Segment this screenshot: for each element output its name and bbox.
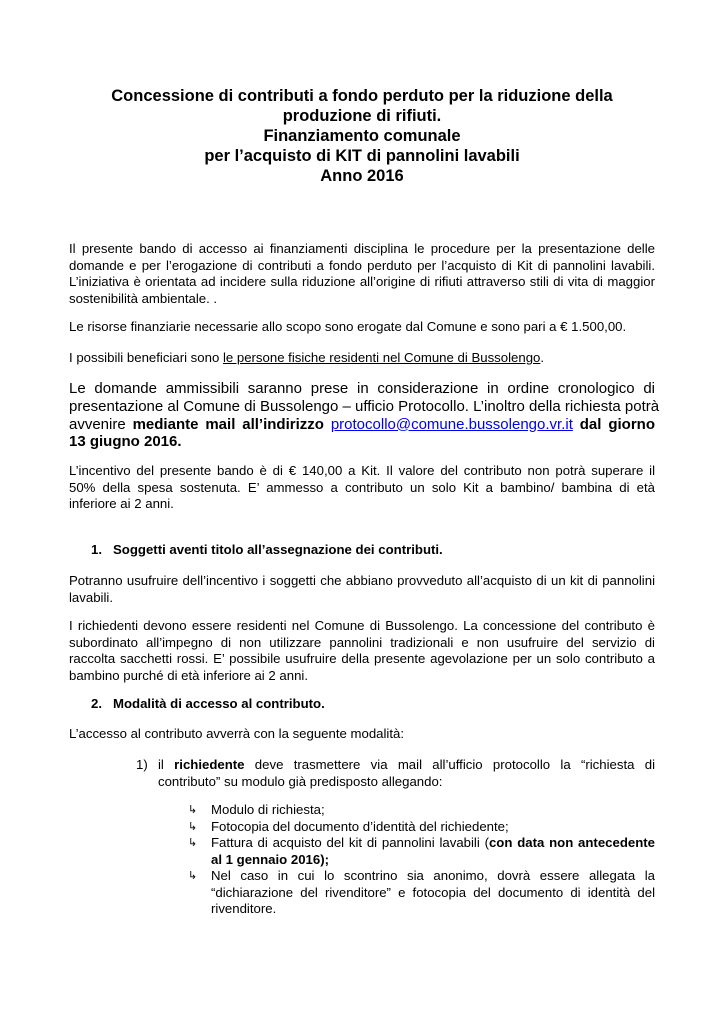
beneficiari-suffix: . <box>540 350 545 365</box>
step-1-line-1 <box>158 757 655 774</box>
incentivo-line-3: inferiore ai 2 anni. <box>69 496 174 511</box>
bullet-3-line-2: al 1 gennaio 2016); <box>211 851 329 867</box>
section-2-intro: L’accesso al contributo avverrà con la seguente modalità: <box>69 726 405 741</box>
section-2-title: Modalità di accesso al contributo. <box>113 696 325 711</box>
domande-line-4: 13 giugno 2016. <box>69 433 182 451</box>
section-1-paragraph-1 <box>69 573 655 606</box>
step-1 <box>136 757 655 791</box>
step-1-bold: richiedente <box>174 757 245 772</box>
beneficiari-underlined: le persone fisiche residenti nel Comune di Bussolengo <box>222 350 541 365</box>
section-1-heading <box>91 542 443 559</box>
bullet-2-text: Fotocopia del documento d’identità del richiedente; <box>211 818 509 834</box>
email-link[interactable]: protocollo@comune.bussolengo.vr.it <box>330 415 573 433</box>
list-item <box>188 868 655 918</box>
domande-l3-suffix: dal giorno <box>572 415 655 433</box>
incentivo-paragraph <box>69 463 655 513</box>
step-1-rest: deve trasmettere via mail all’ufficio protocollo la “richiesta di <box>244 757 655 772</box>
section-1-title: Soggetti aventi titolo all’assegnazione dei contributi. <box>113 542 443 557</box>
step-1-prefix: il <box>158 757 175 772</box>
s1p2-line-3: raccolta sacchetti rossi. E’ possibile usufruire della presente agevolazione per un solo contributo a <box>69 651 655 666</box>
arrow-bullet-icon: ↳ <box>188 870 198 882</box>
step-1-text <box>158 757 655 790</box>
title-line-3: Finanziamento comunale <box>263 127 461 145</box>
title-line-4: per l’acquisto di KIT di pannolini lavabili <box>204 147 520 165</box>
title-line-1: Concessione di contributi a fondo perduto per la riduzione della <box>111 87 613 105</box>
section-1-number: 1. <box>91 542 102 557</box>
list-item <box>188 802 655 819</box>
risorse-paragraph: Le risorse finanziarie necessarie allo scopo sono erogate dal Comune e sono pari a € 1.500,00. <box>69 319 627 334</box>
incentivo-line-1: L’incentivo del presente bando è di € 140,00 a Kit. Il valore del contributo non potrà superare il <box>69 463 655 478</box>
bullet-1-text: Modulo di richiesta; <box>211 802 325 817</box>
list-item <box>188 835 655 868</box>
s1p2-line-2: subordinato all’impegno di non utilizzare pannolini tradizionali e non usufruire del servizio di <box>69 634 655 650</box>
step-1-line-2: contributo” su modulo già predisposto allegando: <box>158 773 443 789</box>
bullet-4-line-2: “dichiarazione del rivenditore” e fotocopia del documento di identità del <box>211 884 655 900</box>
intro-paragraph <box>69 241 655 307</box>
document-title <box>60 86 664 186</box>
domande-line-1: Le domande ammissibili saranno prese in considerazione in ordine cronologico di <box>69 380 655 397</box>
domande-paragraph <box>69 380 660 451</box>
incentivo-line-2: 50% della spesa sostenuta. E’ ammesso a contributo un solo Kit a bambino/ bambina di età <box>69 479 655 495</box>
s1p1-line-2: lavabili. <box>69 589 113 605</box>
domande-line-2: presentazione al Comune di Bussolengo – ufficio Protocollo. L’inoltro della richiesta potrà <box>69 397 660 415</box>
s1p1-line-1: Potranno usufruire dell’incentivo i soggetti che abbiano provveduto all’acquisto di un kit di pannolini <box>69 573 655 588</box>
domande-l3-bold: mediante mail all’indirizzo <box>132 415 331 433</box>
intro-line-3: L’iniziativa è orientata ad incidere sulla riduzione all’origine di rifiuti attraverso stili di vita di maggior <box>69 274 655 289</box>
domande-line-3 <box>69 416 655 434</box>
beneficiari-paragraph <box>69 350 655 367</box>
attachments-list <box>188 802 655 918</box>
bullet-4-line-3: rivenditore. <box>211 901 277 916</box>
s1p2-line-4: bambino purché di età inferiore ai 2 anni. <box>69 667 308 683</box>
section-2-number: 2. <box>91 696 102 711</box>
arrow-bullet-icon: ↳ <box>188 820 198 833</box>
domande-l3-prefix: avvenire <box>69 415 133 433</box>
intro-line-4: sostenibilità ambientale. . <box>69 290 218 306</box>
intro-line-2: domande e per l’erogazione di contributi a fondo perduto per l’acquisto di Kit di pannolini lavabili. <box>69 257 655 273</box>
s1p2-line-1: I richiedenti devono essere residenti nel Comune di Bussolengo. La concessione del contributo è <box>69 618 655 633</box>
bullet-3-line-1 <box>211 835 655 852</box>
arrow-bullet-icon: ↳ <box>188 837 198 849</box>
bullet-4-line-1: Nel caso in cui lo scontrino sia anonimo, dovrà essere allegata la <box>211 868 655 883</box>
intro-line-1: Il presente bando di accesso ai finanziamenti disciplina le procedure per la presentazione delle <box>69 241 655 256</box>
step-1-number: 1) <box>136 757 148 772</box>
section-2-heading <box>91 696 325 713</box>
bullet-3-bold: con data non antecedente <box>488 835 655 850</box>
bullet-3-prefix: Fattura di acquisto del kit di pannolini lavabili ( <box>211 835 489 850</box>
arrow-bullet-icon: ↳ <box>188 804 198 816</box>
section-1-paragraph-2 <box>69 618 655 684</box>
list-item <box>188 819 655 836</box>
title-line-2: produzione di rifiuti. <box>282 107 442 125</box>
beneficiari-prefix: I possibili beneficiari sono <box>69 350 223 365</box>
title-line-5: Anno 2016 <box>320 167 404 185</box>
